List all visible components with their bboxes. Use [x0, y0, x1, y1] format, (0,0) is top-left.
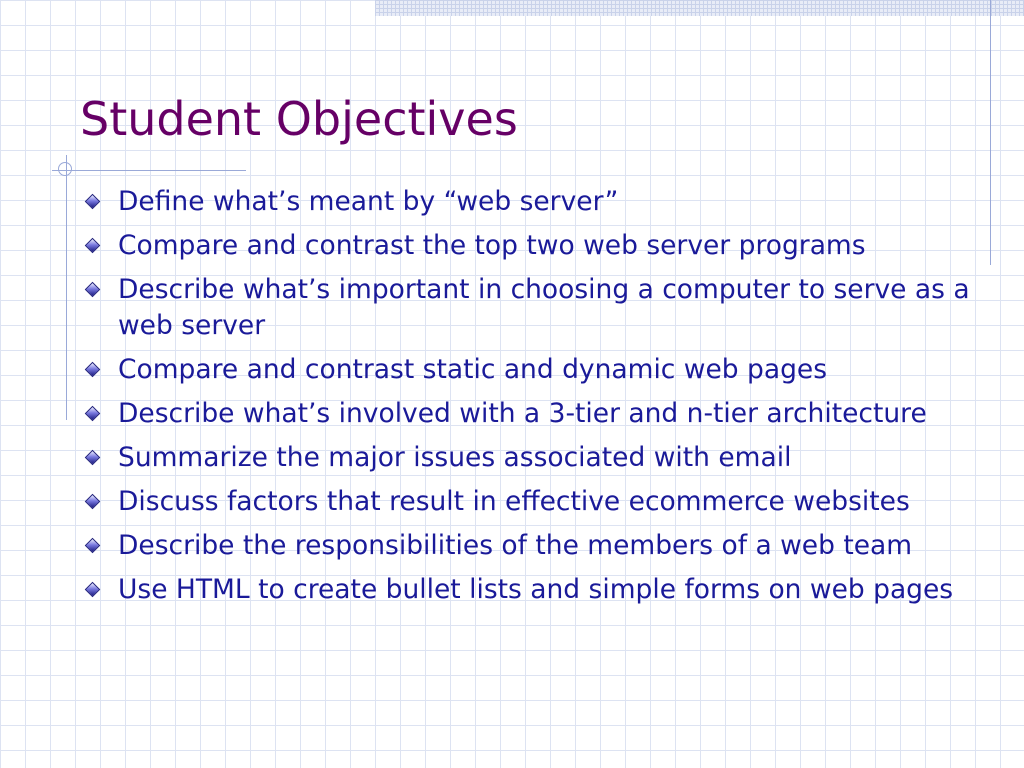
- list-item-text: Define what’s meant by “web server”: [118, 186, 619, 217]
- left-vertical-rule: [66, 155, 67, 420]
- diamond-bullet-icon: [85, 362, 101, 378]
- objectives-list: [84, 184, 1019, 616]
- list-item-text: Compare and contrast the top two web server programs: [118, 230, 866, 261]
- diamond-bullet-icon: [85, 538, 101, 554]
- top-decorative-band: [375, 0, 1024, 16]
- list-item: [84, 440, 1019, 476]
- list-item: [84, 184, 1019, 220]
- diamond-bullet-icon: [85, 494, 101, 510]
- diamond-bullet-icon: [85, 282, 101, 298]
- list-item: [84, 528, 1019, 564]
- list-item-text: Compare and contrast static and dynamic web pages: [118, 354, 828, 385]
- list-item-text: Use HTML to create bullet lists and simple forms on web pages: [118, 574, 954, 605]
- list-item-text: Describe the responsibilities of the members of a web team: [118, 530, 913, 561]
- list-item-text: Describe what’s involved with a 3-tier and n-tier architecture: [118, 398, 927, 429]
- diamond-bullet-icon: [85, 406, 101, 422]
- list-item: [84, 228, 1019, 264]
- list-item-text: Describe what’s important in choosing a computer to serve as a web server: [118, 274, 970, 341]
- list-item: [84, 272, 1019, 344]
- list-item: [84, 352, 1019, 388]
- list-item: [84, 484, 1019, 520]
- list-item-text: Summarize the major issues associated with email: [118, 442, 792, 473]
- diamond-bullet-icon: [85, 450, 101, 466]
- title-underline-rule: [52, 170, 246, 171]
- crosshair-circle-decoration: [58, 162, 72, 176]
- list-item: [84, 396, 1019, 432]
- diamond-bullet-icon: [85, 238, 101, 254]
- list-item: [84, 572, 1019, 608]
- slide-title: Student Objectives: [80, 92, 518, 146]
- list-item-text: Discuss factors that result in effective ecommerce websites: [118, 486, 910, 517]
- diamond-bullet-icon: [85, 582, 101, 598]
- diamond-bullet-icon: [85, 194, 101, 210]
